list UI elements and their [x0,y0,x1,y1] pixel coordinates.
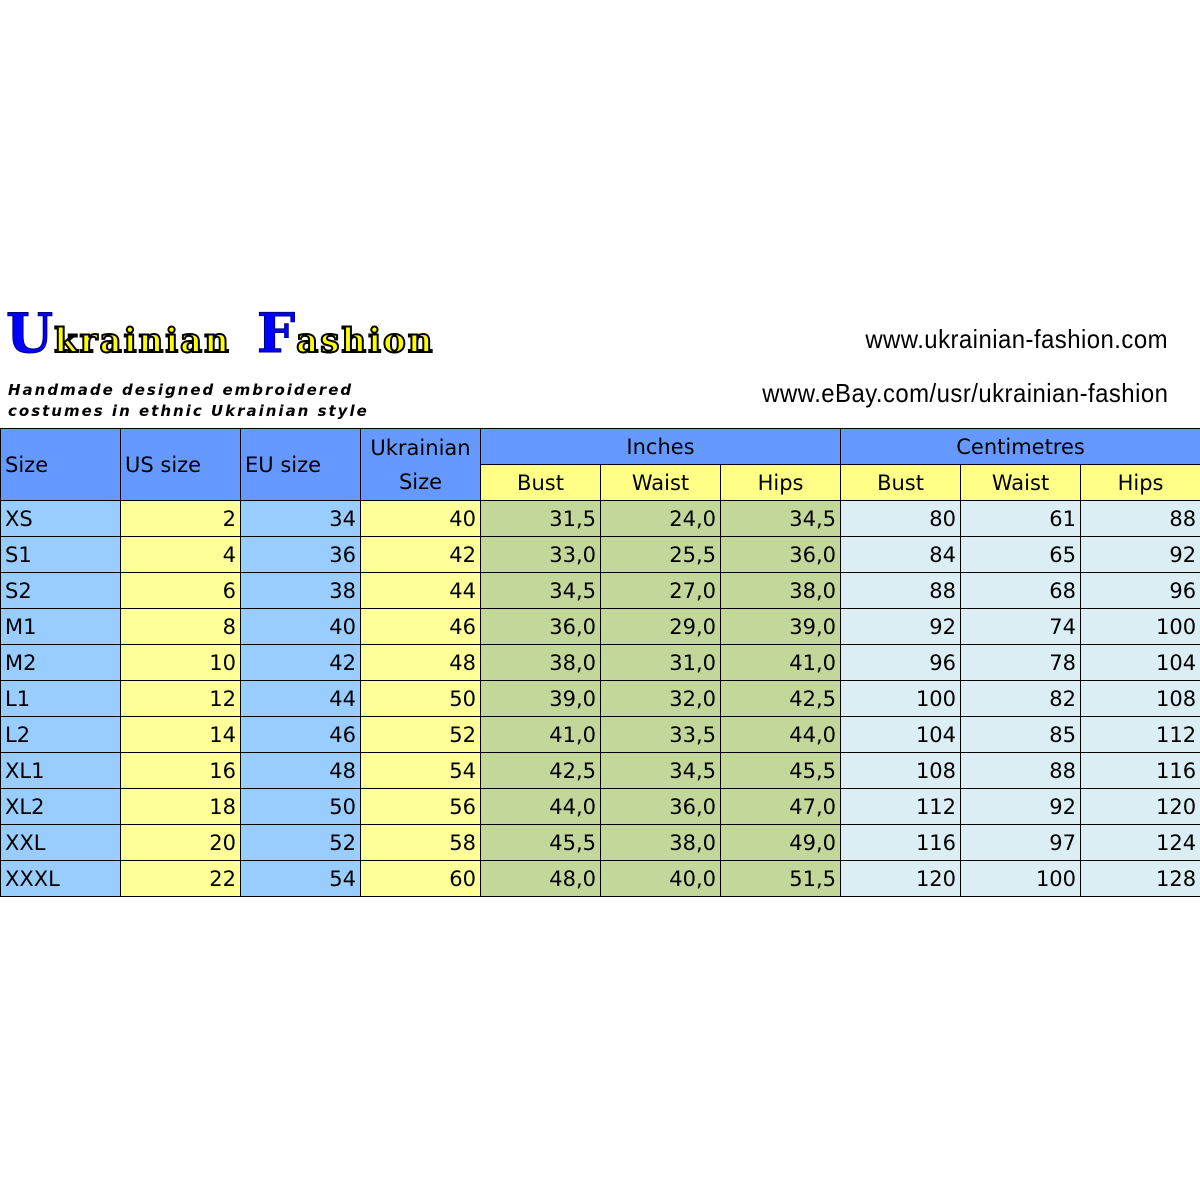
header-us-size: US size [121,429,241,501]
cell-ukrainian-size: 54 [361,753,481,789]
cell-us-size: 8 [121,609,241,645]
cell-us-size: 6 [121,573,241,609]
cell-size: M2 [1,645,121,681]
cell-inches-waist: 38,0 [601,825,721,861]
cell-cm-hips: 104 [1081,645,1200,681]
brand-logo [6,301,435,365]
header-cm-waist: Waist [961,465,1081,501]
cell-ukrainian-size: 46 [361,609,481,645]
cell-inches-hips: 38,0 [721,573,841,609]
cell-inches-waist: 36,0 [601,789,721,825]
header-inches-hips: Hips [721,465,841,501]
logo-word-2: ashion [296,321,435,361]
cell-inches-bust: 45,5 [481,825,601,861]
cell-cm-waist: 85 [961,717,1081,753]
cell-size: M1 [1,609,121,645]
cell-inches-waist: 25,5 [601,537,721,573]
cell-inches-bust: 44,0 [481,789,601,825]
cell-ukrainian-size: 42 [361,537,481,573]
cell-us-size: 16 [121,753,241,789]
cell-inches-waist: 40,0 [601,861,721,897]
cell-cm-bust: 88 [841,573,961,609]
cell-inches-bust: 33,0 [481,537,601,573]
header-ukrainian-size [361,429,481,501]
cell-cm-hips: 92 [1081,537,1200,573]
ebay-url[interactable]: www.eBay.com/usr/ukrainian-fashion [761,378,1168,408]
logo-initial-u: U [6,301,55,365]
cell-eu-size: 40 [241,609,361,645]
cell-size: XL2 [1,789,121,825]
cell-inches-bust: 31,5 [481,501,601,537]
cell-us-size: 10 [121,645,241,681]
cell-eu-size: 52 [241,825,361,861]
cell-size: L2 [1,717,121,753]
cell-eu-size: 42 [241,645,361,681]
cell-inches-bust: 41,0 [481,717,601,753]
header-inches-waist: Waist [601,465,721,501]
cell-cm-waist: 61 [961,501,1081,537]
table-row [1,645,1200,681]
cell-eu-size: 44 [241,681,361,717]
header-centimetres: Centimetres [841,429,1200,465]
table-row [1,789,1200,825]
cell-us-size: 14 [121,717,241,753]
cell-eu-size: 46 [241,717,361,753]
logo-initial-f: F [256,301,297,365]
cell-inches-bust: 36,0 [481,609,601,645]
cell-cm-hips: 124 [1081,825,1200,861]
cell-inches-bust: 38,0 [481,645,601,681]
cell-ukrainian-size: 52 [361,717,481,753]
cell-inches-bust: 39,0 [481,681,601,717]
cell-size: L1 [1,681,121,717]
cell-inches-hips: 42,5 [721,681,841,717]
cell-us-size: 18 [121,789,241,825]
table-row [1,753,1200,789]
cell-ukrainian-size: 50 [361,681,481,717]
cell-ukrainian-size: 60 [361,861,481,897]
header-cm-hips: Hips [1081,465,1200,501]
size-rows [1,501,1200,897]
cell-eu-size: 36 [241,537,361,573]
table-row [1,861,1200,897]
cell-ukrainian-size: 40 [361,501,481,537]
cell-ukrainian-size: 44 [361,573,481,609]
header-size: Size [1,429,121,501]
cell-size: XXL [1,825,121,861]
cell-cm-bust: 120 [841,861,961,897]
cell-cm-bust: 80 [841,501,961,537]
cell-ukrainian-size: 48 [361,645,481,681]
cell-cm-hips: 120 [1081,789,1200,825]
cell-cm-hips: 88 [1081,501,1200,537]
cell-cm-waist: 88 [961,753,1081,789]
cell-us-size: 4 [121,537,241,573]
cell-size: S2 [1,573,121,609]
size-chart-table [0,428,1200,897]
cell-inches-waist: 29,0 [601,609,721,645]
cell-inches-hips: 39,0 [721,609,841,645]
cell-size: XS [1,501,121,537]
table-row [1,537,1200,573]
table-row [1,681,1200,717]
cell-us-size: 12 [121,681,241,717]
cell-cm-bust: 108 [841,753,961,789]
cell-inches-waist: 34,5 [601,753,721,789]
cell-eu-size: 50 [241,789,361,825]
cell-eu-size: 48 [241,753,361,789]
cell-cm-waist: 65 [961,537,1081,573]
cell-us-size: 22 [121,861,241,897]
cell-cm-hips: 112 [1081,717,1200,753]
cell-inches-hips: 34,5 [721,501,841,537]
table-row [1,717,1200,753]
site-url[interactable]: www.ukrainian-fashion.com [865,324,1168,354]
tagline-line-2: costumes in ethnic Ukrainian style [8,402,369,420]
cell-cm-hips: 96 [1081,573,1200,609]
cell-inches-waist: 31,0 [601,645,721,681]
cell-cm-waist: 92 [961,789,1081,825]
cell-inches-bust: 34,5 [481,573,601,609]
cell-inches-hips: 41,0 [721,645,841,681]
cell-inches-waist: 24,0 [601,501,721,537]
cell-inches-waist: 27,0 [601,573,721,609]
cell-inches-bust: 48,0 [481,861,601,897]
cell-inches-hips: 45,5 [721,753,841,789]
table-row [1,501,1200,537]
cell-inches-hips: 36,0 [721,537,841,573]
cell-ukrainian-size: 56 [361,789,481,825]
cell-eu-size: 34 [241,501,361,537]
cell-size: S1 [1,537,121,573]
header-cm-bust: Bust [841,465,961,501]
table-row [1,825,1200,861]
cell-eu-size: 54 [241,861,361,897]
header-eu-size: EU size [241,429,361,501]
table-row [1,573,1200,609]
cell-eu-size: 38 [241,573,361,609]
cell-inches-waist: 33,5 [601,717,721,753]
header-ukrainian-line-2: Size [398,469,443,494]
cell-us-size: 2 [121,501,241,537]
cell-inches-hips: 44,0 [721,717,841,753]
cell-inches-hips: 51,5 [721,861,841,897]
tagline-line-1: Handmade designed embroidered [8,381,354,399]
cell-cm-waist: 78 [961,645,1081,681]
cell-cm-bust: 112 [841,789,961,825]
cell-cm-bust: 100 [841,681,961,717]
cell-ukrainian-size: 58 [361,825,481,861]
cell-cm-waist: 97 [961,825,1081,861]
cell-cm-bust: 116 [841,825,961,861]
cell-cm-waist: 68 [961,573,1081,609]
cell-size: XL1 [1,753,121,789]
cell-cm-waist: 74 [961,609,1081,645]
cell-size: XXXL [1,861,121,897]
cell-cm-waist: 100 [961,861,1081,897]
cell-cm-hips: 116 [1081,753,1200,789]
cell-inches-bust: 42,5 [481,753,601,789]
cell-cm-bust: 92 [841,609,961,645]
brand-tagline [8,380,428,422]
cell-cm-hips: 108 [1081,681,1200,717]
logo-word-1: krainian [54,321,231,361]
header-inches: Inches [481,429,841,465]
header-ukrainian-line-1: Ukrainian [370,435,471,460]
cell-cm-bust: 96 [841,645,961,681]
cell-us-size: 20 [121,825,241,861]
cell-cm-bust: 84 [841,537,961,573]
cell-cm-waist: 82 [961,681,1081,717]
header-inches-bust: Bust [481,465,601,501]
cell-cm-bust: 104 [841,717,961,753]
table-row [1,609,1200,645]
cell-inches-hips: 49,0 [721,825,841,861]
cell-cm-hips: 100 [1081,609,1200,645]
cell-cm-hips: 128 [1081,861,1200,897]
cell-inches-hips: 47,0 [721,789,841,825]
cell-inches-waist: 32,0 [601,681,721,717]
